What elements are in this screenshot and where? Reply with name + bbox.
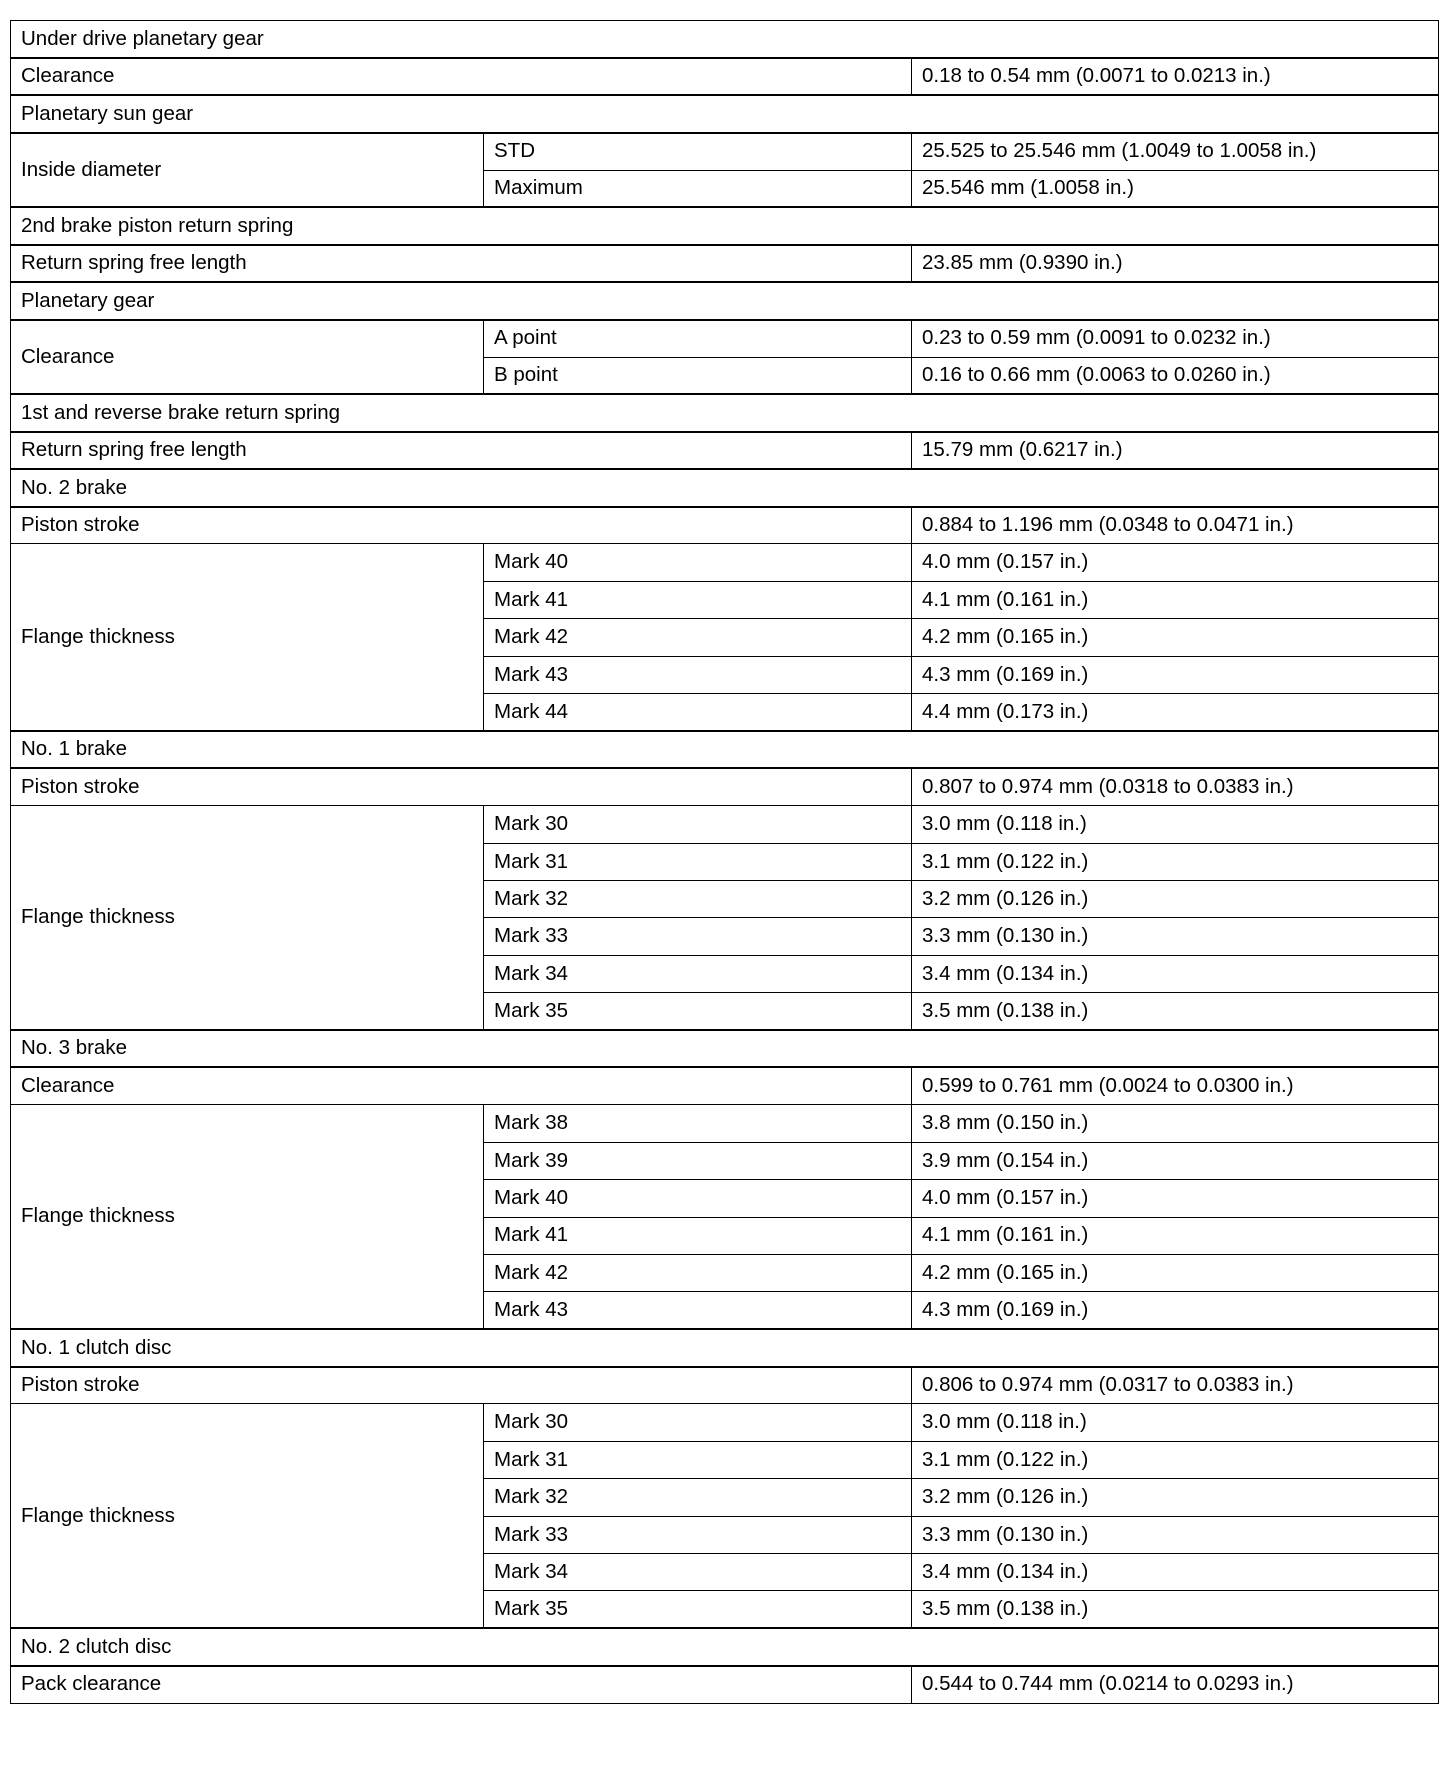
spec-row bbox=[11, 1666, 1439, 1703]
spec-sub-label: Mark 33 bbox=[484, 918, 912, 955]
spec-value: 3.1 mm (0.122 in.) bbox=[912, 843, 1439, 880]
spec-value: 3.2 mm (0.126 in.) bbox=[912, 1479, 1439, 1516]
spec-sub-label: Mark 31 bbox=[484, 1441, 912, 1478]
spec-label: Pack clearance bbox=[11, 1666, 912, 1703]
section-header-row bbox=[11, 1030, 1439, 1067]
section-title: No. 1 clutch disc bbox=[11, 1329, 1439, 1366]
spec-sub-label: Mark 35 bbox=[484, 993, 912, 1030]
spec-value: 3.2 mm (0.126 in.) bbox=[912, 880, 1439, 917]
spec-value: 4.0 mm (0.157 in.) bbox=[912, 544, 1439, 581]
spec-sub-label: Mark 42 bbox=[484, 619, 912, 656]
spec-sub-label: Mark 31 bbox=[484, 843, 912, 880]
spec-value: 0.16 to 0.66 mm (0.0063 to 0.0260 in.) bbox=[912, 357, 1439, 394]
spec-sub-label: Mark 34 bbox=[484, 1554, 912, 1591]
section-title: Under drive planetary gear bbox=[11, 21, 1439, 58]
specification-table-body bbox=[11, 21, 1439, 1704]
spec-sub-label: Maximum bbox=[484, 170, 912, 207]
spec-row bbox=[11, 1067, 1439, 1104]
spec-label: Flange thickness bbox=[11, 1105, 484, 1329]
spec-value: 0.807 to 0.974 mm (0.0318 to 0.0383 in.) bbox=[912, 768, 1439, 805]
spec-label: Piston stroke bbox=[11, 507, 912, 544]
spec-sub-label: Mark 40 bbox=[484, 1180, 912, 1217]
spec-value: 3.0 mm (0.118 in.) bbox=[912, 1404, 1439, 1441]
spec-value: 4.2 mm (0.165 in.) bbox=[912, 619, 1439, 656]
spec-row bbox=[11, 544, 1439, 581]
spec-sub-label: Mark 41 bbox=[484, 581, 912, 618]
spec-value: 25.525 to 25.546 mm (1.0049 to 1.0058 in.) bbox=[912, 133, 1439, 170]
spec-value: 3.3 mm (0.130 in.) bbox=[912, 1516, 1439, 1553]
spec-row bbox=[11, 432, 1439, 469]
spec-label: Clearance bbox=[11, 320, 484, 395]
section-title: No. 3 brake bbox=[11, 1030, 1439, 1067]
spec-sub-label: Mark 30 bbox=[484, 1404, 912, 1441]
spec-sub-label: Mark 32 bbox=[484, 880, 912, 917]
spec-value: 3.0 mm (0.118 in.) bbox=[912, 806, 1439, 843]
spec-value: 3.4 mm (0.134 in.) bbox=[912, 955, 1439, 992]
section-title: No. 2 clutch disc bbox=[11, 1628, 1439, 1665]
spec-row bbox=[11, 133, 1439, 170]
spec-value: 3.8 mm (0.150 in.) bbox=[912, 1105, 1439, 1142]
spec-label: Clearance bbox=[11, 58, 912, 95]
spec-sub-label: B point bbox=[484, 357, 912, 394]
spec-label: Inside diameter bbox=[11, 133, 484, 208]
section-header-row bbox=[11, 282, 1439, 319]
section-title: Planetary gear bbox=[11, 282, 1439, 319]
spec-value: 0.23 to 0.59 mm (0.0091 to 0.0232 in.) bbox=[912, 320, 1439, 357]
specification-table bbox=[10, 20, 1439, 1704]
spec-sub-label: Mark 44 bbox=[484, 694, 912, 731]
spec-value: 4.1 mm (0.161 in.) bbox=[912, 581, 1439, 618]
spec-row bbox=[11, 806, 1439, 843]
section-header-row bbox=[11, 731, 1439, 768]
spec-sub-label: Mark 32 bbox=[484, 1479, 912, 1516]
spec-value: 15.79 mm (0.6217 in.) bbox=[912, 432, 1439, 469]
spec-label: Return spring free length bbox=[11, 245, 912, 282]
spec-sub-label: Mark 42 bbox=[484, 1254, 912, 1291]
spec-label: Clearance bbox=[11, 1067, 912, 1104]
spec-value: 3.3 mm (0.130 in.) bbox=[912, 918, 1439, 955]
section-header-row bbox=[11, 469, 1439, 506]
spec-value: 0.544 to 0.744 mm (0.0214 to 0.0293 in.) bbox=[912, 1666, 1439, 1703]
spec-row bbox=[11, 768, 1439, 805]
spec-sub-label: Mark 34 bbox=[484, 955, 912, 992]
spec-value: 23.85 mm (0.9390 in.) bbox=[912, 245, 1439, 282]
spec-label: Flange thickness bbox=[11, 806, 484, 1030]
spec-value: 0.884 to 1.196 mm (0.0348 to 0.0471 in.) bbox=[912, 507, 1439, 544]
spec-sub-label: A point bbox=[484, 320, 912, 357]
spec-label: Flange thickness bbox=[11, 1404, 484, 1628]
section-title: No. 1 brake bbox=[11, 731, 1439, 768]
spec-sub-label: Mark 43 bbox=[484, 656, 912, 693]
spec-row bbox=[11, 1404, 1439, 1441]
spec-label: Flange thickness bbox=[11, 544, 484, 731]
spec-sub-label: Mark 38 bbox=[484, 1105, 912, 1142]
spec-value: 4.4 mm (0.173 in.) bbox=[912, 694, 1439, 731]
section-header-row bbox=[11, 394, 1439, 431]
spec-row bbox=[11, 58, 1439, 95]
section-title: No. 2 brake bbox=[11, 469, 1439, 506]
spec-value: 3.4 mm (0.134 in.) bbox=[912, 1554, 1439, 1591]
spec-sub-label: Mark 35 bbox=[484, 1591, 912, 1628]
spec-row bbox=[11, 245, 1439, 282]
section-header-row bbox=[11, 1628, 1439, 1665]
section-header-row bbox=[11, 1329, 1439, 1366]
spec-value: 4.1 mm (0.161 in.) bbox=[912, 1217, 1439, 1254]
section-header-row bbox=[11, 207, 1439, 244]
spec-value: 0.599 to 0.761 mm (0.0024 to 0.0300 in.) bbox=[912, 1067, 1439, 1104]
spec-value: 4.3 mm (0.169 in.) bbox=[912, 1292, 1439, 1329]
spec-sub-label: Mark 40 bbox=[484, 544, 912, 581]
spec-row bbox=[11, 507, 1439, 544]
spec-sub-label: Mark 30 bbox=[484, 806, 912, 843]
spec-sub-label: Mark 39 bbox=[484, 1142, 912, 1179]
section-title: 1st and reverse brake return spring bbox=[11, 394, 1439, 431]
spec-value: 3.5 mm (0.138 in.) bbox=[912, 993, 1439, 1030]
spec-value: 25.546 mm (1.0058 in.) bbox=[912, 170, 1439, 207]
section-title: 2nd brake piston return spring bbox=[11, 207, 1439, 244]
spec-value: 3.9 mm (0.154 in.) bbox=[912, 1142, 1439, 1179]
spec-value: 4.0 mm (0.157 in.) bbox=[912, 1180, 1439, 1217]
spec-row bbox=[11, 320, 1439, 357]
spec-value: 3.1 mm (0.122 in.) bbox=[912, 1441, 1439, 1478]
spec-sub-label: STD bbox=[484, 133, 912, 170]
spec-sub-label: Mark 33 bbox=[484, 1516, 912, 1553]
spec-sub-label: Mark 43 bbox=[484, 1292, 912, 1329]
section-header-row bbox=[11, 21, 1439, 58]
spec-sub-label: Mark 41 bbox=[484, 1217, 912, 1254]
spec-value: 3.5 mm (0.138 in.) bbox=[912, 1591, 1439, 1628]
spec-value: 0.806 to 0.974 mm (0.0317 to 0.0383 in.) bbox=[912, 1367, 1439, 1404]
spec-row bbox=[11, 1105, 1439, 1142]
spec-label: Return spring free length bbox=[11, 432, 912, 469]
section-header-row bbox=[11, 95, 1439, 132]
spec-label: Piston stroke bbox=[11, 1367, 912, 1404]
spec-value: 4.2 mm (0.165 in.) bbox=[912, 1254, 1439, 1291]
spec-label: Piston stroke bbox=[11, 768, 912, 805]
spec-value: 0.18 to 0.54 mm (0.0071 to 0.0213 in.) bbox=[912, 58, 1439, 95]
section-title: Planetary sun gear bbox=[11, 95, 1439, 132]
spec-value: 4.3 mm (0.169 in.) bbox=[912, 656, 1439, 693]
spec-row bbox=[11, 1367, 1439, 1404]
